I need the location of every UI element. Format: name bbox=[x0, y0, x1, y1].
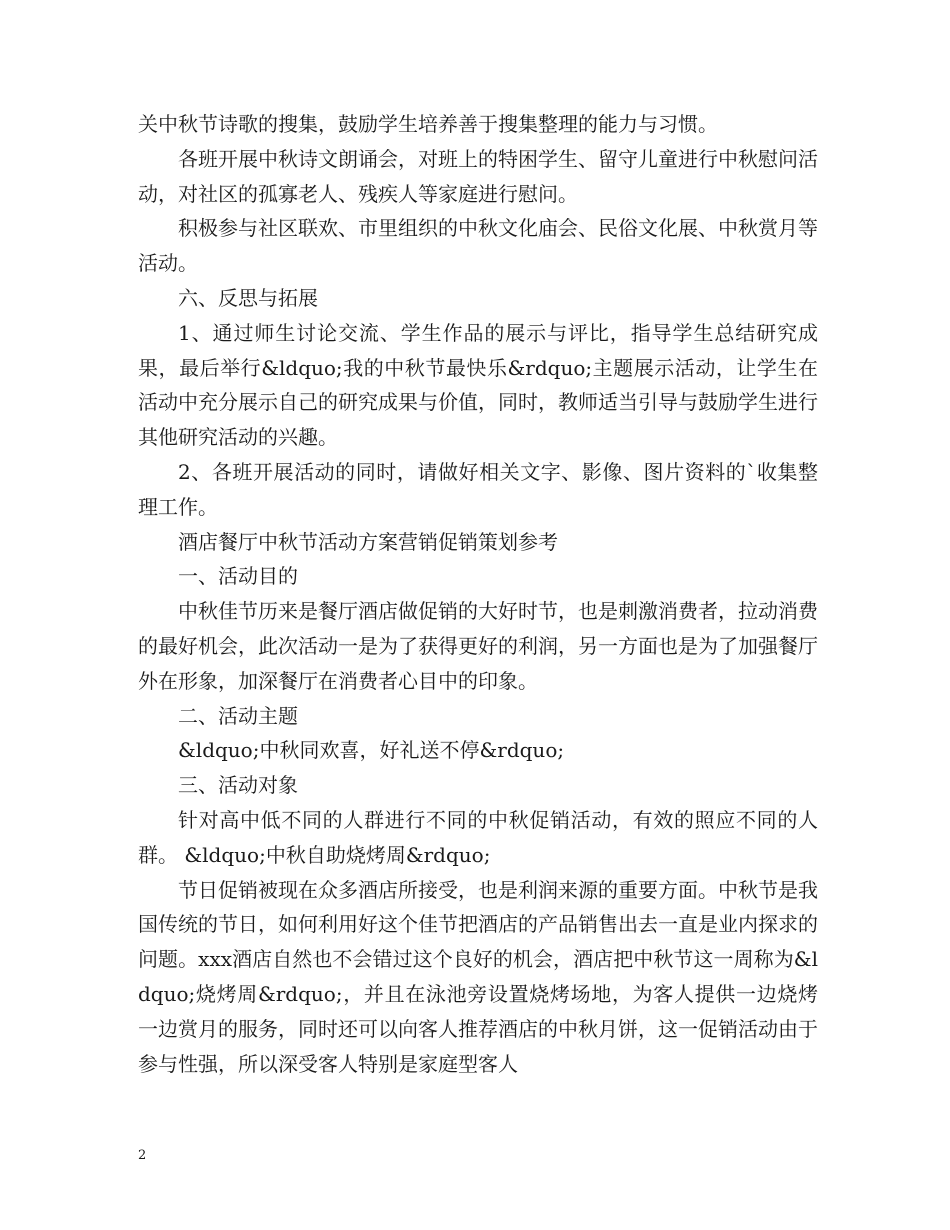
paragraph: 各班开展中秋诗文朗诵会，对班上的特困学生、留守儿童进行中秋慰问活动，对社区的孤寡老人、残疾人等家庭进行慰问。 bbox=[138, 146, 818, 206]
paragraph: 中秋佳节历来是餐厅酒店做促销的大好时节，也是刺激消费者，拉动消费的最好机会，此次活动一是为了获得更好的利润，另一方面也是为了加强餐厅外在形象，加深餐厅在消费者心目中的印象。 bbox=[138, 599, 818, 693]
section-heading: 二、活动主题 bbox=[178, 703, 298, 728]
document-body bbox=[138, 107, 818, 1081]
paragraph: 针对高中低不同的人群进行不同的中秋促销活动，有效的照应不同的人群。 &ldquo;中秋自助烧烤周&rdquo; bbox=[138, 807, 818, 867]
document-subtitle: 酒店餐厅中秋节活动方案营销促销策划参考 bbox=[178, 529, 558, 554]
paragraph: &ldquo;中秋同欢喜，好礼送不停&rdquo; bbox=[178, 738, 565, 763]
page-number: 2 bbox=[138, 1148, 147, 1163]
paragraph: 2、各班开展活动的同时，请做好相关文字、影像、图片资料的`收集整理工作。 bbox=[138, 459, 818, 519]
section-heading: 六、反思与拓展 bbox=[178, 285, 318, 310]
paragraph: 1、通过师生讨论交流、学生作品的展示与评比，指导学生总结研究成果，最后举行&ldquo;我的中秋节最快乐&rdquo;主题展示活动，让学生在活动中充分展示自己的研究成果与价值，同时，教师适当引导与鼓励学生进行其他研究活动的兴趣。 bbox=[138, 320, 818, 450]
section-heading: 三、活动对象 bbox=[178, 773, 298, 798]
section-heading: 一、活动目的 bbox=[178, 564, 298, 589]
paragraph: 积极参与社区联欢、市里组织的中秋文化庙会、民俗文化展、中秋赏月等活动。 bbox=[138, 216, 818, 276]
paragraph: 节日促销被现在众多酒店所接受，也是利润来源的重要方面。中秋节是我国传统的节日，如何利用好这个佳节把酒店的产品销售出去一直是业内探求的问题。xxx酒店自然也不会错过这个良好的机会，酒店把中秋节这一周称为&ldquo;烧烤周&rdquo;，并且在泳池旁设置烧烤场地，为客人提供一边烧烤一边赏月的服务，同时还可以向客人推荐酒店的中秋月饼，这一促销活动由于参与性强，所以深受客人特别是家庭型客人 bbox=[138, 877, 818, 1076]
paragraph: 关中秋节诗歌的搜集，鼓励学生培养善于搜集整理的能力与习惯。 bbox=[138, 112, 718, 136]
